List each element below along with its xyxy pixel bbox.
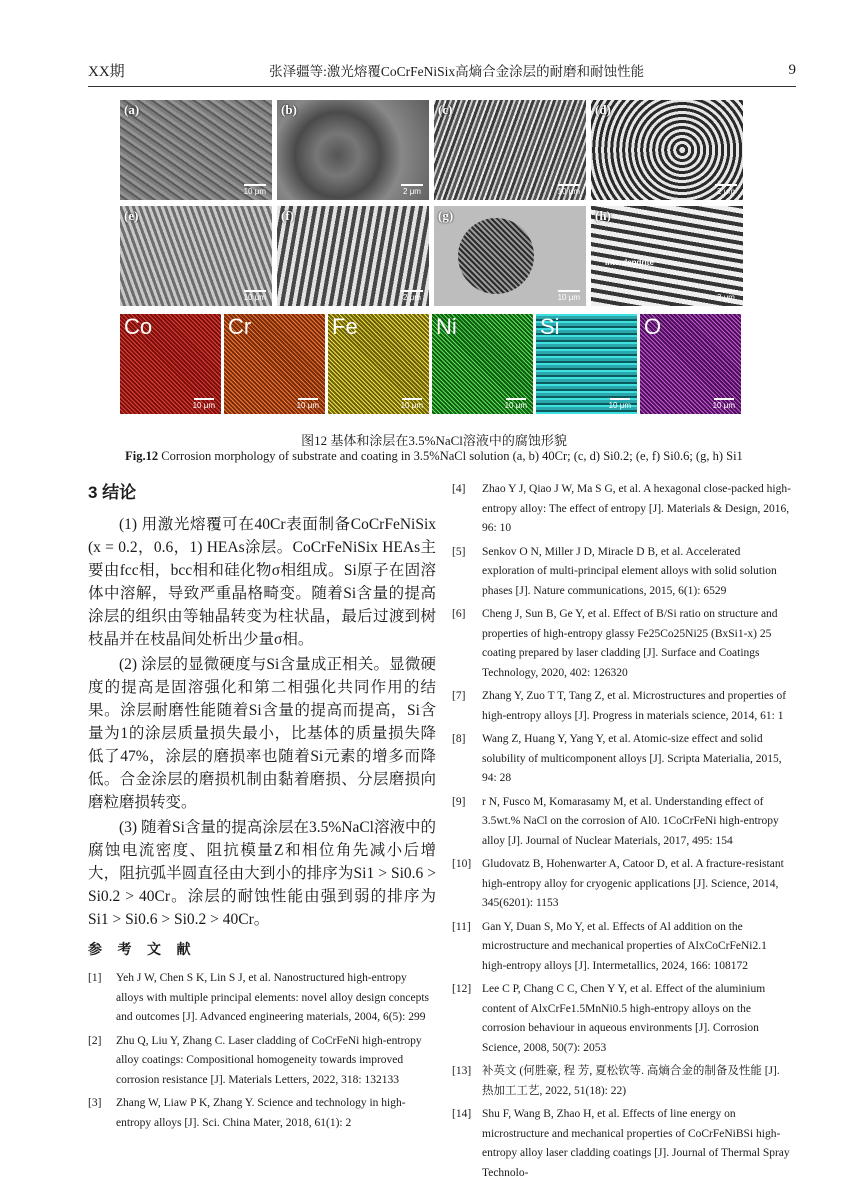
reference-number: [8] (452, 733, 466, 745)
reference-number: [3] (88, 1097, 102, 1109)
reference-entry (452, 980, 792, 1058)
reference-text: Zhao Y J, Qiao J W, Ma S G, et al. A hexagonal close-packed high-entropy alloy: The effect of entropy [J]. Materials & Design, 2016, 96: 10 (482, 483, 791, 534)
reference-entry (88, 1032, 436, 1091)
reference-entry (452, 543, 792, 602)
page-header (88, 58, 796, 82)
conclusion-paragraph-1: (1) 用激光熔覆可在40Cr表面制备CoCrFeNiSix (x = 0.2，0.6，1) HEAs涂层。CoCrFeNiSix HEAs主要由fcc相，bcc相和硅化物σ相组成。Si原子在固溶体中溶解，导致严重晶格畸变。随着Si含量的提高涂层的组织由等轴晶转变为柱状晶，最后过渡到树枝晶并在枝晶间处析出少量σ相。 (88, 516, 436, 648)
element-label: Ni (436, 314, 457, 339)
element-label: O (644, 314, 662, 339)
element-label: Co (124, 314, 153, 339)
scale-bar: 10 μm (609, 398, 631, 410)
reference-entry (452, 730, 792, 789)
reference-number: [2] (88, 1034, 102, 1047)
reference-entry (452, 1105, 792, 1183)
eds-map-co (120, 314, 221, 414)
eds-map-ni (432, 314, 533, 414)
figure-12 (120, 100, 744, 416)
panel-label: (a) (124, 102, 140, 117)
scale-bar: 10 μm (244, 184, 266, 196)
panel-label: (h) (595, 208, 611, 223)
reference-entry (88, 1094, 436, 1133)
reference-entry (452, 1062, 792, 1101)
sem-panel-g (434, 206, 586, 306)
reference-text: Zhang W, Liaw P K, Zhang Y. Science and technology in high-entropy alloys [J]. Sci. China Mater, 2018, 61(1): 2 (116, 1097, 406, 1129)
element-label: Si (540, 314, 560, 339)
sem-panel-b (277, 100, 429, 200)
reference-text: Wang Z, Huang Y, Yang Y, et al. Atomic-size effect and solid solubility of multicomponent alloys [J]. Scripta Materialia, 2015, 94: 28 (482, 733, 782, 784)
interdendrite-annotation: Interdendrite (605, 258, 654, 267)
corroded-particle (458, 218, 534, 294)
reference-text: Zhu Q, Liu Y, Zhang C. Laser cladding of CoCrFeNi high-entropy alloy coatings: Compositional homogeneity towards improved corrosion resistance [J]. Materials Letters, 2022, 318: 132133 (116, 1034, 422, 1086)
scale-bar: 10 μm (193, 398, 215, 410)
page-number: 9 (788, 61, 796, 78)
scale-bar: 10 μm (558, 184, 580, 196)
scale-bar: 10 μm (401, 398, 423, 410)
scale-bar: 2 μm (715, 184, 737, 196)
reference-text: Yeh J W, Chen S K, Lin S J, et al. Nanostructured high-entropy alloys with multiple principal elements: novel alloy design concepts and outcomes [J]. Advanced engineering materials, 2004, 6(5): 299 (116, 972, 429, 1023)
reference-text: Gludovatz B, Hohenwarter A, Catoor D, et al. A fracture-resistant high-entropy alloy for cryogenic applications [J]. Science, 2014, 345(6201): 1153 (482, 858, 784, 909)
scale-bar: 10 μm (244, 290, 266, 302)
sem-panel-f (277, 206, 429, 306)
reference-text: Cheng J, Sun B, Ge Y, et al. Effect of B/Si ratio on structure and properties of high-entropy glassy Fe25Co25Ni25 (BxSi1-x) 25 coating prepared by laser cladding [J]. Surface and Coatings Technology, 2020, 402: 126320 (482, 608, 778, 679)
reference-text: 补英文 (何胜豪, 程 芳, 夏松钦等. 高熵合金的制备及性能 [J]. 热加工工艺, 2022, 51(18): 22) (482, 1065, 780, 1097)
journal-issue: XX期 (88, 63, 125, 80)
element-label: Cr (228, 314, 252, 339)
reference-text: Gan Y, Duan S, Mo Y, et al. Effects of Al addition on the microstructure and mechanical properties of AlxCoCrFeNi2.1 high-entropy alloys [J]. Intermetallics, 2024, 166: 108172 (482, 920, 767, 972)
sem-panel-c (434, 100, 586, 200)
scale-bar: 10 μm (713, 398, 735, 410)
scale-bar: 2 μm (715, 290, 737, 302)
reference-entry (452, 480, 792, 539)
reference-number: [10] (452, 858, 472, 870)
reference-entry (452, 918, 792, 977)
scale-bar: 10 μm (505, 398, 527, 410)
panel-label: (f) (281, 208, 294, 223)
sem-panel-a (120, 100, 272, 200)
panel-label: (b) (281, 102, 297, 117)
reference-number: [5] (452, 545, 466, 558)
panel-label: (g) (438, 208, 454, 223)
figure-label-en: Fig.12 (125, 449, 159, 463)
reference-entry (452, 793, 792, 852)
reference-number: [12] (452, 983, 472, 995)
eds-map-cr (224, 314, 325, 414)
reference-number: [6] (452, 608, 466, 620)
scale-bar: 2 μm (401, 184, 423, 196)
sem-panel-e (120, 206, 272, 306)
panel-label: (e) (124, 208, 139, 223)
left-column (88, 478, 436, 1137)
reference-entry (452, 855, 792, 914)
right-column (452, 480, 792, 1187)
scale-bar: 10 μm (297, 398, 319, 410)
figure-caption-en (0, 449, 868, 464)
running-title: 张泽疆等:激光熔覆CoCrFeNiSix高熵合金涂层的耐磨和耐蚀性能 (269, 64, 645, 79)
reference-number: [4] (452, 483, 466, 495)
reference-text: Zhang Y, Zuo T T, Tang Z, et al. Microstructures and properties of high-entropy alloys [J]. Progress in materials science, 2014, 61: 1 (482, 690, 787, 722)
reference-text: Lee C P, Chang C C, Chen Y Y, et al. Effect of the aluminium content of AlxCrFe1.5MnNi0.5 high-entropy alloys on the corrosion behaviour in aqueous environments [J]. Corrosion Science, 2008, 50(7): 2053 (482, 983, 766, 1054)
sem-panel-d (591, 100, 743, 200)
header-rule (88, 86, 796, 87)
reference-number: [11] (452, 920, 471, 933)
conclusion-paragraph-3: (3) 随着Si含量的提高涂层在3.5%NaCl溶液中的腐蚀电流密度、阻抗模量Z和相位角先减小后增大，阻抗弧半圆直径由大到小的排序为Si1 > Si0.6 > Si0.2 > 40Cr。涂层的耐蚀性能由强到弱的排序为Si1 > Si0.6 > Si0.2 > 40Cr。 (88, 819, 436, 928)
reference-entry (452, 687, 792, 726)
references-title: 参 考 文 献 (88, 943, 197, 958)
reference-number: [1] (88, 972, 102, 984)
eds-map-o (640, 314, 741, 414)
reference-text: Shu F, Wang B, Zhao H, et al. Effects of line energy on microstructure and mechanical properties of CoCrFeNiBSi high-entropy alloy laser cladding coatings [J]. Journal of Thermal Spray Technolo- (482, 1108, 790, 1179)
conclusion-paragraph-2: (2) 涂层的显微硬度与Si含量成正相关。显微硬度的提高是固溶强化和第二相强化共同作用的结果。涂层耐磨性能随着Si含量的提高而提高，Si含量为1的涂层质量损失最小，比基体的质量损失降低了47%，涂层的磨损率也随着Si元素的增多而降低。合金涂层的磨损机制由黏着磨损、分层磨损向磨粒磨损转变。 (88, 656, 436, 811)
eds-map-fe (328, 314, 429, 414)
reference-entry (88, 969, 436, 1028)
scale-bar: 2 μm (401, 290, 423, 302)
reference-number: [7] (452, 690, 466, 702)
figure-caption-cn: 图12 基体和涂层在3.5%NaCl溶液中的腐蚀形貌 (301, 433, 567, 448)
figure-caption-en-text: Corrosion morphology of substrate and coating in 3.5%NaCl solution (a, b) 40Cr; (c, d) Si0.2; (e, f) Si0.6; (g, h) Si1 (161, 449, 743, 463)
reference-number: [14] (452, 1108, 472, 1120)
reference-text: r N, Fusco M, Komarasamy M, et al. Understanding effect of 3.5wt.% NaCl on the corrosion of Al0. 1CoCrFeNi high-entropy alloy [J]. Journal of Nuclear Materials, 2017, 495: 154 (482, 795, 779, 847)
panel-label: (c) (438, 102, 453, 117)
section-title: 3 结论 (88, 483, 137, 502)
element-label: Fe (332, 314, 358, 339)
eds-map-si (536, 314, 637, 414)
reference-text: Senkov O N, Miller J D, Miracle D B, et al. Accelerated exploration of multi-principal element alloys with solid solution phases [J]. Nature communications, 2015, 6(1): 6529 (482, 545, 777, 597)
reference-list-right (452, 480, 792, 1183)
scale-bar: 10 μm (558, 290, 580, 302)
reference-entry (452, 605, 792, 683)
reference-number: [9] (452, 795, 466, 808)
panel-label: (d) (595, 102, 611, 117)
reference-number: [13] (452, 1065, 472, 1077)
sem-panel-h (591, 206, 743, 306)
reference-list-left (88, 969, 436, 1133)
